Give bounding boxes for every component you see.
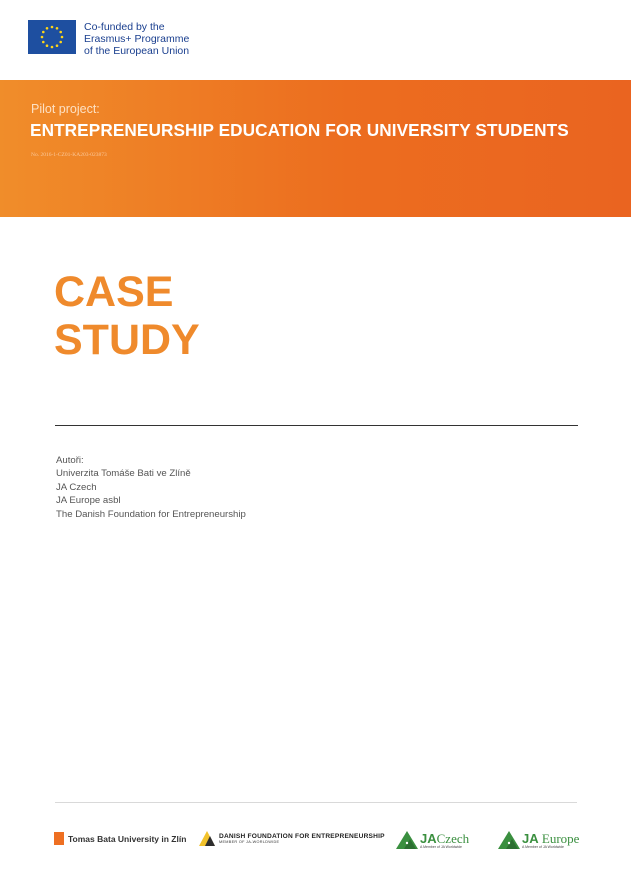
pilot-label: Pilot project: (31, 102, 100, 116)
project-banner (0, 80, 631, 217)
dfe-title: DANISH FOUNDATION FOR ENTREPRENEURSHIP (219, 833, 385, 840)
author-item: JA Europe asbl (56, 495, 121, 507)
dfe-text (219, 833, 385, 844)
authors-label: Autoři: (56, 455, 84, 466)
dfe-mark-icon (199, 831, 215, 846)
ja-europe-word: Europe (541, 830, 580, 846)
author-item: Univerzita Tomáše Bati ve Zlíně (56, 468, 191, 480)
ja-czech-name (420, 832, 469, 845)
ja-czech-subtitle: A Member of JA Worldwide (420, 844, 462, 849)
dfe-subtitle: MEMBER OF JA-WORLDWIDE (219, 840, 280, 844)
authors-block (56, 454, 246, 521)
ja-mountain-icon (498, 829, 520, 851)
ja-czech-logo (396, 829, 469, 851)
title-divider (55, 425, 578, 426)
eu-erasmus-logo (28, 20, 189, 57)
eu-line-3: of the European Union (84, 45, 190, 57)
ja-europe-name (522, 832, 579, 845)
ja-europe-prefix: JA (522, 830, 539, 846)
author-item: The Danish Foundation for Entrepreneurship (56, 508, 246, 520)
tbu-logo (54, 832, 186, 845)
title-line-1: CASE (54, 268, 174, 316)
ja-europe-text (522, 832, 579, 849)
tbu-name: Tomas Bata University in Zlín (68, 833, 187, 844)
ja-europe-logo (498, 829, 579, 851)
project-number: No. 2016-1-CZ01-KA203-023873 (31, 152, 107, 158)
ja-czech-text (420, 832, 469, 849)
author-item: JA Czech (56, 481, 97, 493)
title-line-2: STUDY (54, 316, 200, 364)
eu-flag-icon (28, 20, 76, 54)
document-title (54, 268, 200, 364)
project-title: ENTREPRENEURSHIP EDUCATION FOR UNIVERSITY STUDENTS (30, 120, 569, 140)
ja-mountain-icon (396, 829, 418, 851)
ja-europe-subtitle: A Member of JA Worldwide (522, 844, 564, 849)
eu-line-2: Erasmus+ Programme (84, 33, 190, 45)
tbu-mark-icon (54, 832, 64, 845)
dfe-logo (199, 831, 385, 846)
footer-divider (55, 802, 577, 803)
ja-czech-word: Czech (436, 830, 470, 846)
eu-line-1: Co-funded by the (84, 21, 165, 33)
ja-czech-prefix: JA (420, 830, 437, 846)
eu-cofunded-text (84, 21, 189, 57)
